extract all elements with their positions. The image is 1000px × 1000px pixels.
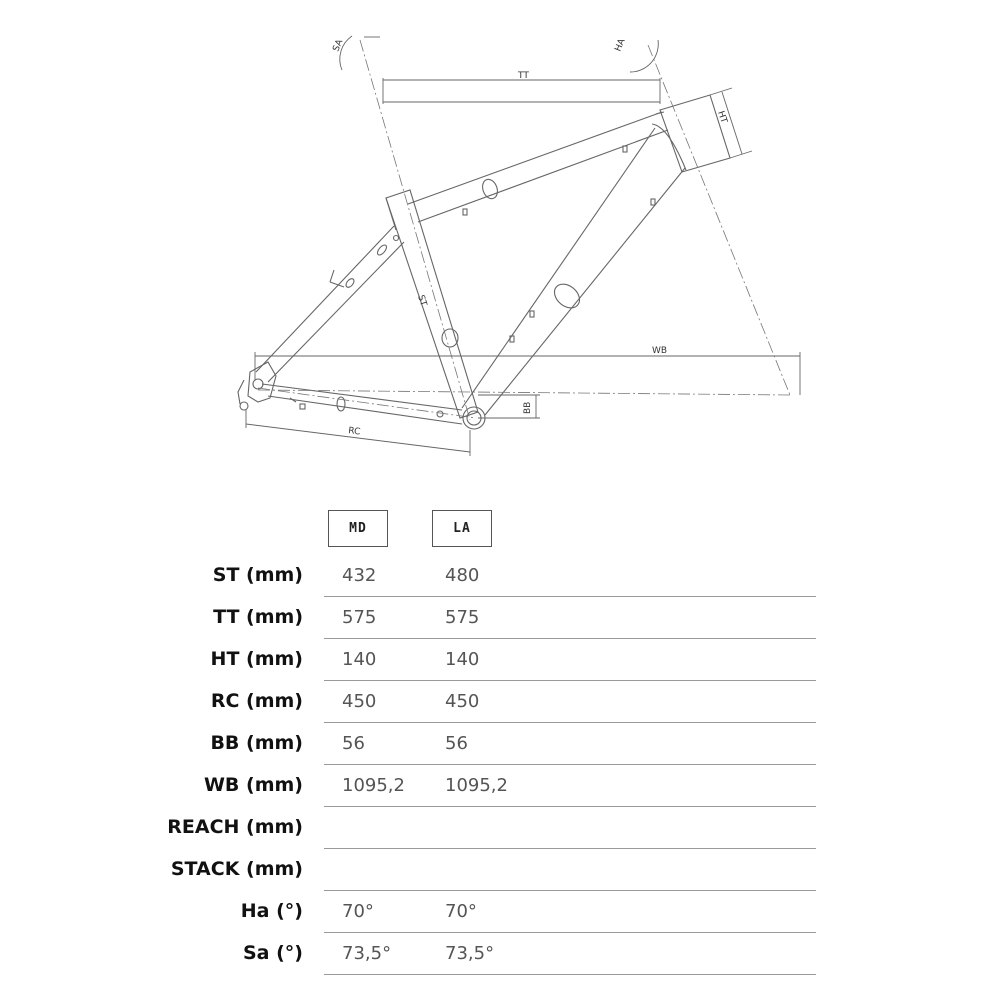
row-label: BB (mm): [210, 732, 303, 754]
row-label: ST (mm): [212, 564, 303, 586]
cell-la: 575: [445, 607, 480, 628]
st-label: ST: [415, 293, 429, 308]
row-divider: [324, 680, 816, 681]
cell-md: 450: [342, 691, 377, 712]
cell-md: 140: [342, 649, 377, 670]
row-divider: [324, 596, 816, 597]
table-row-bb: [0, 724, 1000, 766]
down-tube: [462, 124, 686, 415]
size-header-la: LA: [432, 510, 492, 547]
rear-dropout: [238, 362, 276, 410]
tt-label: TT: [518, 71, 529, 81]
cell-md: 1095,2: [342, 775, 405, 796]
top-tube: [408, 112, 668, 222]
size-header-md: MD: [328, 510, 388, 547]
cell-la: 70°: [445, 901, 477, 922]
cell-la: 56: [445, 733, 468, 754]
head-tube-axis: [648, 45, 790, 395]
ht-label: HT: [715, 109, 729, 125]
row-divider: [324, 890, 816, 891]
seat-tube: [386, 190, 478, 418]
row-label: TT (mm): [213, 606, 303, 628]
cell-md: 56: [342, 733, 365, 754]
bb-label: BB: [523, 401, 533, 414]
row-label: Sa (°): [243, 942, 303, 964]
row-label: STACK (mm): [170, 858, 303, 880]
wb-label: WB: [652, 346, 668, 356]
table-row-st: [0, 556, 1000, 598]
ha-label: HA: [613, 37, 628, 54]
row-divider: [324, 974, 816, 975]
cell-md: 73,5°: [342, 943, 392, 964]
table-row-reach: [0, 808, 1000, 850]
frame-geometry-diagram: [0, 0, 1000, 470]
chain-stay: [262, 384, 462, 424]
row-divider: [324, 848, 816, 849]
row-label: Ha (°): [240, 900, 303, 922]
seat-stay: [256, 226, 404, 382]
head-tube: [656, 95, 730, 172]
row-divider: [324, 764, 816, 765]
row-divider: [324, 932, 816, 933]
cell-md: 70°: [342, 901, 374, 922]
row-divider: [324, 806, 816, 807]
cell-md: 432: [342, 565, 377, 586]
cell-la: 73,5°: [445, 943, 495, 964]
cell-md: 575: [342, 607, 377, 628]
row-label: HT (mm): [210, 648, 303, 670]
rc-label: RC: [347, 426, 361, 438]
table-row-wb: [0, 766, 1000, 808]
table-row-tt: [0, 598, 1000, 640]
table-row-rc: [0, 682, 1000, 724]
cell-la: 450: [445, 691, 480, 712]
table-row-stack: [0, 850, 1000, 892]
table-row-ht: [0, 640, 1000, 682]
table-row-sa: [0, 934, 1000, 976]
cell-la: 1095,2: [445, 775, 508, 796]
row-label: REACH (mm): [167, 816, 303, 838]
seat-tube-axis: [360, 40, 470, 420]
table-row-ha: [0, 892, 1000, 934]
row-divider: [324, 638, 816, 639]
chainstay-axis: [258, 388, 476, 418]
cell-la: 140: [445, 649, 480, 670]
row-label: RC (mm): [210, 690, 303, 712]
row-label: WB (mm): [203, 774, 303, 796]
sa-label: SA: [331, 38, 346, 54]
cell-la: 480: [445, 565, 480, 586]
row-divider: [324, 722, 816, 723]
